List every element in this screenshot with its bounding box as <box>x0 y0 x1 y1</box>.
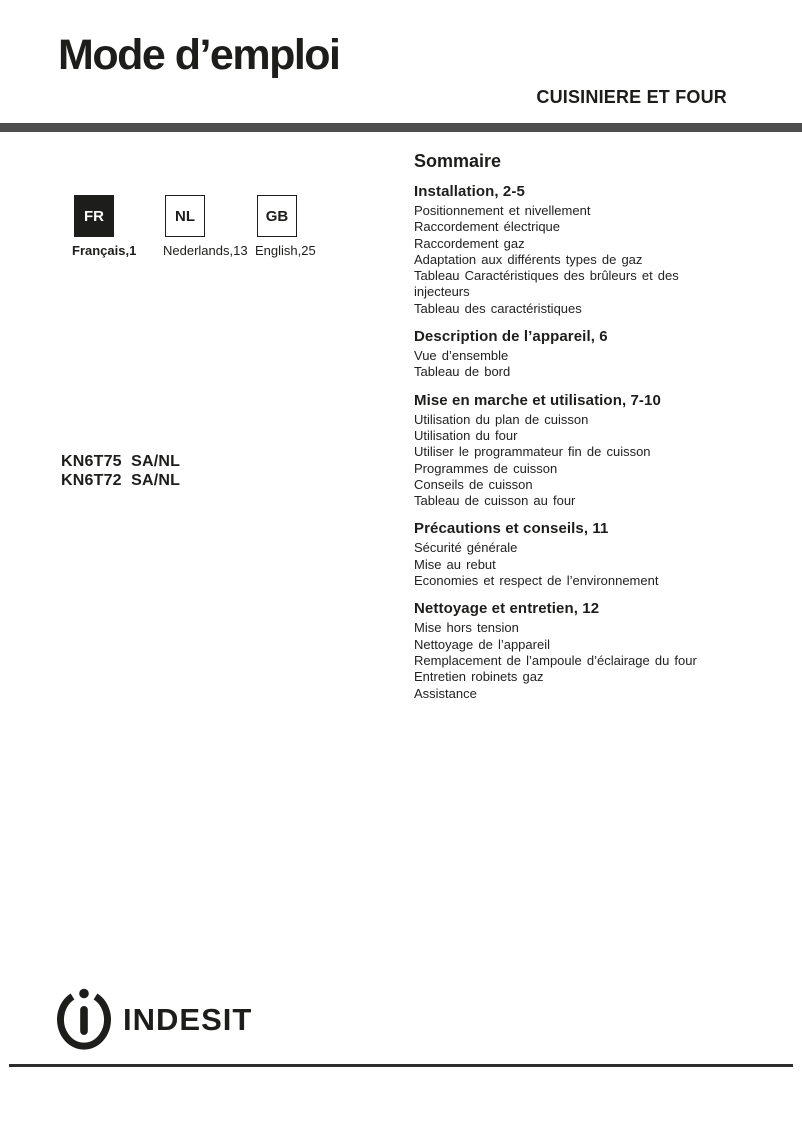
toc-item: Tableau de cuisson au four <box>414 493 576 509</box>
toc-item: Tableau des caractéristiques <box>414 300 582 316</box>
lang-label-gb: English,25 <box>255 243 316 258</box>
lang-label-fr: Français,1 <box>72 243 137 258</box>
lang-box-fr: FR <box>74 195 114 237</box>
footer-divider-rule <box>9 1064 793 1067</box>
table-of-contents <box>414 150 714 702</box>
document-type-label: CUISINIERE ET FOUR <box>536 87 727 107</box>
toc-item: Utiliser le programmateur fin de cuisson <box>414 444 651 460</box>
toc-section-description <box>414 328 714 381</box>
toc-item: Conseils de cuisson <box>414 476 533 492</box>
page-title: Mode d’emploi <box>58 31 340 79</box>
toc-section-title: Mise en marche et utilisation, 7-10 <box>414 391 661 409</box>
model-numbers <box>61 452 180 490</box>
toc-section-title: Précautions et conseils, 11 <box>414 520 609 538</box>
toc-item: Utilisation du four <box>414 427 518 443</box>
model-number: KN6T72 SA/NL <box>61 472 181 489</box>
language-option-nl <box>163 195 248 258</box>
brand-logo <box>55 985 252 1051</box>
model-number: KN6T75 SA/NL <box>61 453 181 470</box>
toc-item: Mise hors tension <box>414 620 519 636</box>
lang-box-nl: NL <box>165 195 205 237</box>
toc-item: Tableau Caractéristiques des brûleurs et des injecteurs <box>414 268 679 300</box>
toc-item: Assistance <box>414 685 477 701</box>
toc-item: Mise au rebut <box>414 556 496 572</box>
lang-box-gb: GB <box>257 195 297 237</box>
toc-item: Utilisation du plan de cuisson <box>414 411 589 427</box>
toc-item: Nettoyage de l’appareil <box>414 636 550 652</box>
indesit-circle-i-icon <box>55 985 113 1051</box>
language-option-fr <box>72 195 136 258</box>
toc-section-title: Nettoyage et entretien, 12 <box>414 600 600 618</box>
toc-item: Adaptation aux différents types de gaz <box>414 251 643 267</box>
language-option-gb <box>255 195 316 258</box>
toc-section-title: Installation, 2-5 <box>414 183 525 200</box>
toc-item: Positionnement et nivellement <box>414 203 591 218</box>
lang-label-nl: Nederlands,13 <box>163 243 248 258</box>
toc-item: Vue d’ensemble <box>414 348 509 364</box>
toc-item: Programmes de cuisson <box>414 460 558 476</box>
toc-section-nettoyage <box>414 600 714 701</box>
brand-wordmark: INDESIT <box>123 1002 253 1037</box>
toc-section-title: Description de l’appareil, 6 <box>414 328 608 346</box>
toc-item: Raccordement gaz <box>414 235 525 251</box>
toc-item: Raccordement électrique <box>414 219 561 235</box>
toc-item: Remplacement de l’ampoule d’éclairage du four <box>414 652 697 668</box>
toc-section-mise-en-marche <box>414 392 714 510</box>
toc-item: Economies et respect de l’environnement <box>414 573 659 589</box>
toc-item: Tableau de bord <box>414 364 511 380</box>
toc-heading: Sommaire <box>414 151 502 171</box>
header-divider-bar <box>0 123 802 132</box>
toc-section-installation <box>414 183 714 317</box>
toc-section-precautions <box>414 520 714 589</box>
toc-item: Sécurité générale <box>414 540 518 556</box>
toc-item: Entretien robinets gaz <box>414 669 544 685</box>
